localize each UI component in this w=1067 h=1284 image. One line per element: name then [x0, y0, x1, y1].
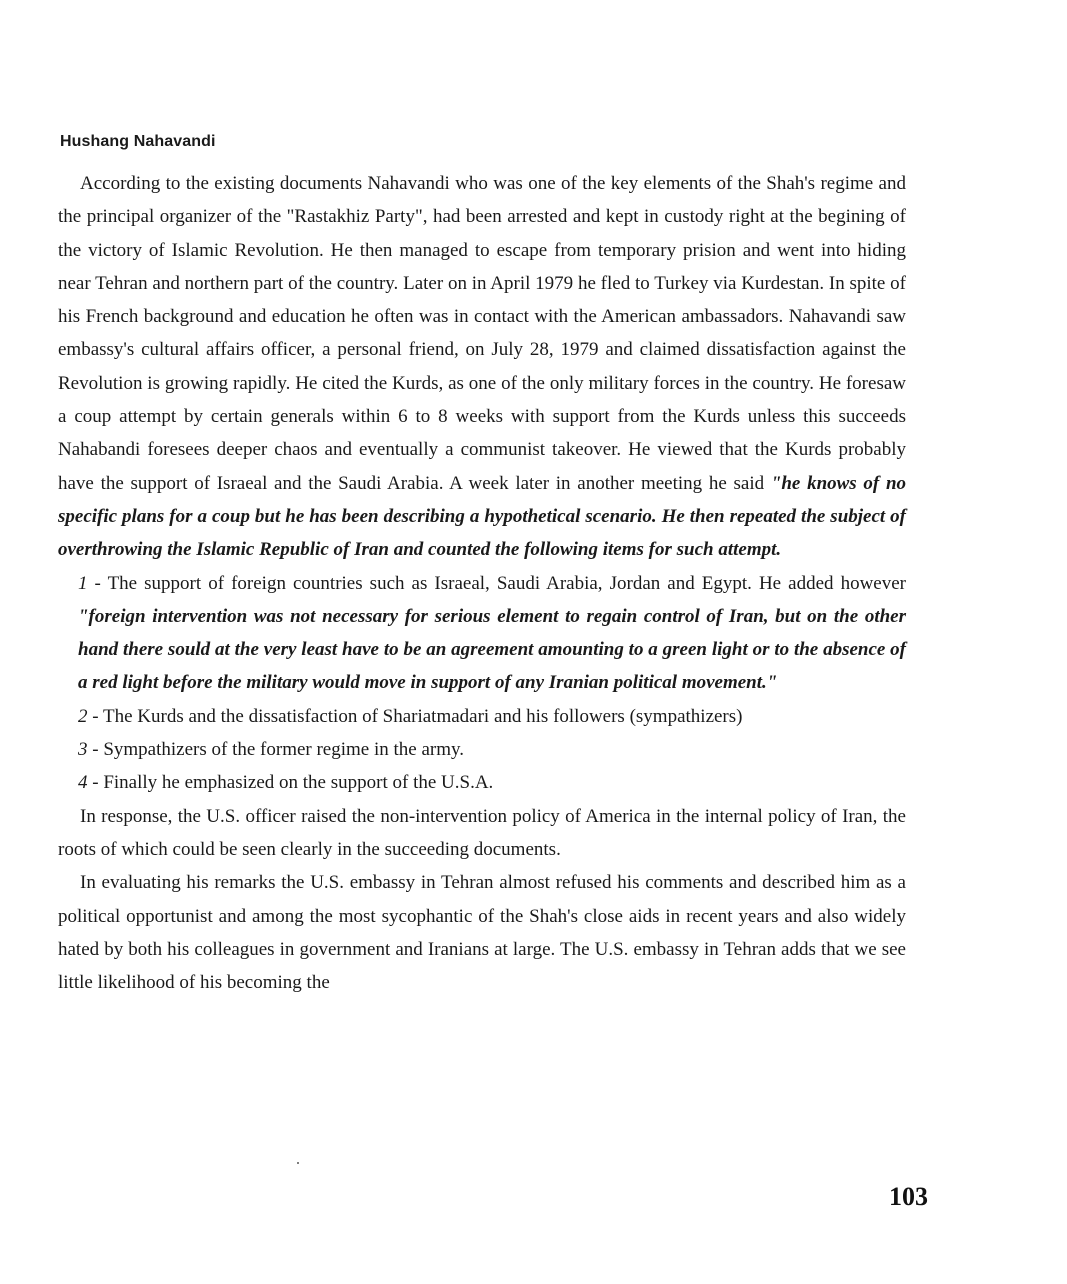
page-number: 103 [889, 1182, 928, 1211]
paragraph-2: In response, the U.S. officer raised the non-intervention policy of America in the internal policy of Iran, the roots of which could be seen clearly in the succeeding documents. [58, 805, 906, 860]
scan-speck [297, 1162, 299, 1164]
list-item-4-number: 4 [78, 772, 88, 794]
list-item-3-text: - Sympathizers of the former regime in the army. [87, 739, 465, 761]
list-item-4 [58, 766, 906, 799]
list-item-2-number: 2 [78, 705, 88, 727]
list-item-1-quote: "foreign intervention was not necessary for serious element to regain control of Iran, but on the other hand there sould at the very least have to be an agreement amounting to a green light or to the absence of a red light before the military would move in support of any Iranian political movement." [78, 605, 906, 694]
list-item-1-number: 1 [78, 572, 88, 594]
section-heading: Hushang Nahavandi [60, 133, 216, 150]
list-item-4-text: - Finally he emphasized on the support of the U.S.A. [87, 772, 494, 794]
list-item-3-number: 3 [78, 739, 88, 761]
paragraph-1-text: According to the existing documents Nahavandi who was one of the key elements of the Shah's regime and the principal organizer of the "Rastakhiz Party", had been arrested and kept in custody right at the begining of the victory of Islamic Revolution. He then managed to escape from temporary prision and went into hiding near Tehran and northern part of the country. Later on in April 1979 he fled to Turkey via Kurdestan. In spite of his French background and education he often was in contact with the American ambassadors. Nahavandi saw embassy's cultural affairs officer, a personal friend, on July 28, 1979 and claimed dissatisfaction against the Revolution is growing rapidly. He cited the Kurds, as one of the only military forces in the country. He foresaw a coup attempt by certain generals within 6 to 8 weeks with support from the Kurds unless this succeeds Nahabandi foresees deeper chaos and eventually a communist takeover. He viewed that the Kurds probably have the support of Israeal and the Saudi Arabia. A week later in another meeting he said [58, 173, 906, 494]
list-item-3 [58, 733, 906, 766]
list-item-1-text: - The support of foreign countries such as Israeal, Saudi Arabia, Jordan and Egypt. He added however [87, 572, 906, 594]
paragraph-1-quote: "he knows of no specific plans for a coup but he has been describing a hypothetical scenario. He then repeated the subject of overthrowing the Islamic Republic of Iran and counted the following items for such attempt. [58, 472, 907, 561]
paragraph-3: In evaluating his remarks the U.S. embassy in Tehran almost refused his comments and described him as a political opportunist and among the most sycophantic of the Shah's close aids in recent years and also widely hated by both his colleagues in government and Iranians at large. The U.S. embassy in Tehran adds that we see little likelihood of his becoming the [58, 872, 906, 994]
list-item-1 [58, 567, 906, 700]
list-item-2 [58, 700, 906, 733]
list-item-2-text: - The Kurds and the dissatisfaction of Shariatmadari and his followers (sympathizers) [87, 705, 743, 727]
document-body [58, 133, 906, 999]
paragraph-1 [58, 167, 906, 567]
